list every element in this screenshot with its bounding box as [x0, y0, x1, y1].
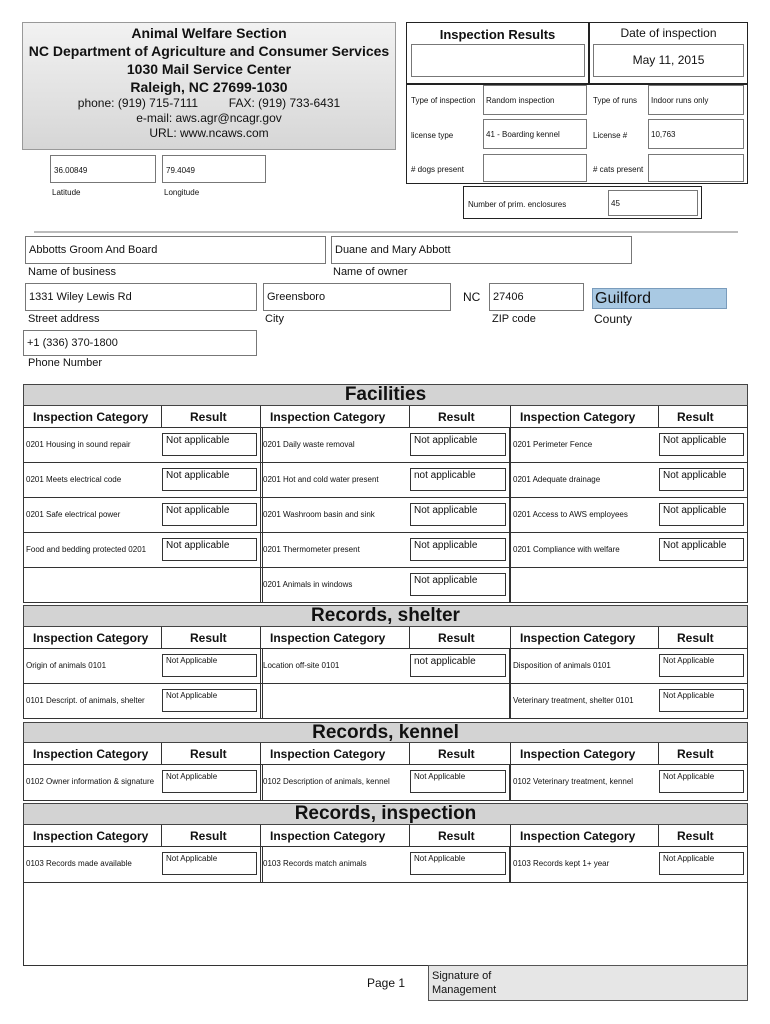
result-field[interactable]: Not applicable [410, 538, 506, 561]
result-column-header: Result [438, 747, 475, 761]
column-divider [260, 743, 261, 764]
signature-of-management-field[interactable] [428, 965, 748, 1001]
result-field[interactable]: not applicable [410, 468, 506, 491]
inspection-results-label: Inspection Results [439, 27, 556, 42]
category-column-header: Inspection Category [270, 747, 386, 761]
result-field[interactable]: Not applicable [162, 503, 257, 526]
column-divider [658, 627, 659, 648]
business-name-label: Name of business [28, 266, 117, 278]
department-name: NC Department of Agriculture and Consumer Services [28, 43, 390, 59]
divider [34, 231, 738, 233]
result-field[interactable]: Not applicable [410, 433, 506, 456]
type-of-inspection-field[interactable] [483, 85, 587, 115]
city-field[interactable] [263, 283, 451, 311]
cats-present-field[interactable] [648, 154, 744, 182]
county-value: Guilford [595, 290, 652, 307]
result-field[interactable]: Not Applicable [162, 689, 257, 712]
result-field[interactable]: Not Applicable [162, 654, 257, 677]
latitude-field[interactable] [50, 155, 156, 183]
column-divider [510, 627, 511, 648]
inspection-cell [23, 567, 263, 603]
signature-label: Signature of Management [432, 970, 497, 996]
owner-name-label: Name of owner [333, 266, 408, 278]
type-of-inspection-value: Random inspection [486, 96, 555, 105]
category-column-header: Inspection Category [520, 829, 636, 843]
result-column-header: Result [190, 829, 227, 843]
category-column-header: Inspection Category [270, 829, 386, 843]
business-name-value: Abbotts Groom And Board [29, 244, 158, 256]
result-column-header: Result [677, 747, 714, 761]
inspection-results-field[interactable] [411, 44, 585, 77]
inspection-category: Veterinary treatment, shelter 0101 [513, 696, 634, 705]
column-divider [260, 627, 261, 648]
longitude-label: Longitude [164, 188, 200, 197]
longitude-field[interactable] [162, 155, 266, 183]
dogs-present-field[interactable] [483, 154, 587, 182]
result-column-header: Result [190, 631, 227, 645]
column-divider [409, 825, 410, 846]
inspection-category: 0103 Records made available [26, 859, 132, 868]
city-label: City [265, 313, 284, 325]
zip-code-value: 27406 [493, 291, 524, 303]
agency-url: URL: www.ncaws.com [149, 126, 269, 140]
result-column-header: Result [677, 829, 714, 843]
column-divider [510, 825, 511, 846]
date-of-inspection-field[interactable] [593, 44, 744, 77]
inspection-category: Disposition of animals 0101 [513, 661, 611, 670]
notes-area [23, 882, 748, 966]
inspection-category: 0201 Meets electrical code [26, 475, 122, 484]
license-number-label: License # [593, 131, 628, 140]
date-of-inspection-label: Date of inspection [620, 26, 717, 40]
dogs-present-label: # dogs present [411, 165, 464, 174]
inspection-category: 0201 Adequate drainage [513, 475, 601, 484]
enclosures-field[interactable] [608, 190, 698, 216]
inspection-category: 0103 Records match animals [263, 859, 367, 868]
agency-fax: FAX: (919) 733-6431 [228, 96, 341, 110]
result-field[interactable]: Not Applicable [410, 770, 506, 793]
inspection-category: 0201 Compliance with welfare [513, 545, 620, 554]
inspection-category: 0201 Access to AWS employees [513, 510, 628, 519]
result-field[interactable]: Not Applicable [659, 852, 744, 875]
county-field[interactable] [592, 288, 727, 309]
result-field[interactable]: not applicable [410, 654, 506, 677]
inspection-category: 0201 Hot and cold water present [263, 475, 379, 484]
inspection-category: 0201 Washroom basin and sink [263, 510, 375, 519]
inspection-category: 0102 Veterinary treatment, kennel [513, 777, 634, 786]
result-column-header: Result [438, 829, 475, 843]
inspection-category: 0101 Descript. of animals, shelter [26, 696, 145, 705]
license-number-value: 10,763 [651, 130, 676, 139]
latitude-value: 36.00849 [54, 166, 88, 175]
category-column-header: Inspection Category [520, 410, 636, 424]
result-field[interactable]: Not Applicable [162, 770, 257, 793]
column-divider [658, 406, 659, 427]
type-of-inspection-label: Type of inspection [411, 96, 476, 105]
county-label: County [594, 312, 633, 326]
inspection-category: Location off-site 0101 [263, 661, 340, 670]
records-kennel-heading: Records, kennel [23, 722, 748, 743]
result-field[interactable]: Not applicable [162, 433, 257, 456]
column-divider [658, 825, 659, 846]
result-column-header: Result [190, 747, 227, 761]
agency-email: e-mail: aws.agr@ncagr.gov [136, 111, 282, 125]
owner-name-value: Duane and Mary Abbott [335, 244, 451, 256]
result-field[interactable]: Not applicable [410, 503, 506, 526]
agency-phone: phone: (919) 715-7111 [77, 96, 199, 110]
result-field[interactable]: Not applicable [162, 468, 257, 491]
category-column-header: Inspection Category [33, 410, 149, 424]
column-divider [409, 743, 410, 764]
column-divider [260, 825, 261, 846]
page-number: Page 1 [367, 976, 406, 990]
category-column-header: Inspection Category [33, 631, 149, 645]
agency-header [22, 22, 396, 150]
column-divider [510, 406, 511, 427]
phone-number-field[interactable] [23, 330, 257, 356]
inspection-cell [260, 683, 510, 719]
inspection-category: Origin of animals 0101 [26, 661, 107, 670]
result-field[interactable]: Not Applicable [659, 770, 744, 793]
type-of-runs-value: Indoor runs only [651, 96, 709, 105]
street-address-field[interactable] [25, 283, 257, 311]
inspection-category: 0201 Safe electrical power [26, 510, 121, 519]
facilities-heading: Facilities [23, 384, 748, 406]
inspection-category: 0201 Perimeter Fence [513, 440, 593, 449]
category-column-header: Inspection Category [33, 747, 149, 761]
license-number-field[interactable] [648, 119, 744, 149]
category-column-header: Inspection Category [270, 631, 386, 645]
result-field[interactable]: Not applicable [659, 433, 744, 456]
phone-number-value: +1 (336) 370-1800 [27, 337, 118, 349]
date-of-inspection-value: May 11, 2015 [632, 53, 705, 67]
result-column-header: Result [438, 410, 475, 424]
result-column-header: Result [677, 410, 714, 424]
records-inspection-heading: Records, inspection [23, 803, 748, 825]
type-of-runs-label: Type of runs [593, 96, 638, 105]
category-column-header: Inspection Category [270, 410, 386, 424]
cats-present-label: # cats present [593, 165, 644, 174]
column-divider [161, 627, 162, 648]
license-type-field[interactable] [483, 119, 587, 149]
result-field[interactable]: Not Applicable [659, 689, 744, 712]
column-divider [260, 406, 261, 427]
inspection-category: 0201 Animals in windows [263, 580, 353, 589]
result-field[interactable]: Not applicable [659, 538, 744, 561]
inspection-category: 0102 Owner information & signature [26, 777, 155, 786]
result-field[interactable]: Not applicable [659, 503, 744, 526]
enclosures-label: Number of prim. enclosures [468, 200, 567, 209]
category-column-header: Inspection Category [520, 631, 636, 645]
owner-name-field[interactable] [331, 236, 632, 264]
column-divider [161, 406, 162, 427]
result-field[interactable]: Not Applicable [659, 654, 744, 677]
result-field[interactable]: Not Applicable [162, 852, 257, 875]
street-address-label: Street address [28, 313, 100, 325]
result-field[interactable]: Not applicable [659, 468, 744, 491]
longitude-value: 79.4049 [166, 166, 195, 175]
result-field[interactable]: Not Applicable [410, 852, 506, 875]
column-divider [409, 406, 410, 427]
inspection-category: 0103 Records kept 1+ year [513, 859, 610, 868]
license-type-value: 41 - Boarding kennel [486, 130, 560, 139]
enclosures-value: 45 [611, 199, 620, 208]
column-divider [161, 743, 162, 764]
inspection-cell [510, 567, 748, 603]
type-of-runs-field[interactable] [648, 85, 744, 115]
inspection-category: 0102 Description of animals, kennel [263, 777, 390, 786]
inspection-category: 0201 Daily waste removal [263, 440, 355, 449]
phone-fax [23, 96, 395, 111]
column-divider [658, 743, 659, 764]
result-column-header: Result [438, 631, 475, 645]
zip-code-label: ZIP code [492, 313, 536, 325]
license-type-label: license type [411, 131, 454, 140]
inspection-category: 0201 Housing in sound repair [26, 440, 131, 449]
category-column-header: Inspection Category [33, 829, 149, 843]
city-value: Greensboro [267, 291, 326, 303]
mail-address: 1030 Mail Service Center [126, 61, 292, 77]
result-field[interactable]: Not applicable [162, 538, 257, 561]
section-name: Animal Welfare Section [131, 25, 287, 41]
inspection-category: Food and bedding protected 0201 [26, 545, 147, 554]
column-divider [161, 825, 162, 846]
business-name-field[interactable] [25, 236, 326, 264]
column-divider [510, 743, 511, 764]
result-column-header: Result [190, 410, 227, 424]
inspection-category: 0201 Thermometer present [263, 545, 360, 554]
city-address: Raleigh, NC 27699-1030 [130, 79, 288, 95]
latitude-label: Latitude [52, 188, 81, 197]
result-column-header: Result [677, 631, 714, 645]
column-divider [409, 627, 410, 648]
category-column-header: Inspection Category [520, 747, 636, 761]
street-address-value: 1331 Wiley Lewis Rd [29, 291, 132, 303]
state-value: NC [463, 290, 481, 304]
zip-code-field[interactable] [489, 283, 584, 311]
records-shelter-heading: Records, shelter [23, 605, 748, 627]
phone-number-label: Phone Number [28, 357, 102, 369]
result-field[interactable]: Not applicable [410, 573, 506, 596]
